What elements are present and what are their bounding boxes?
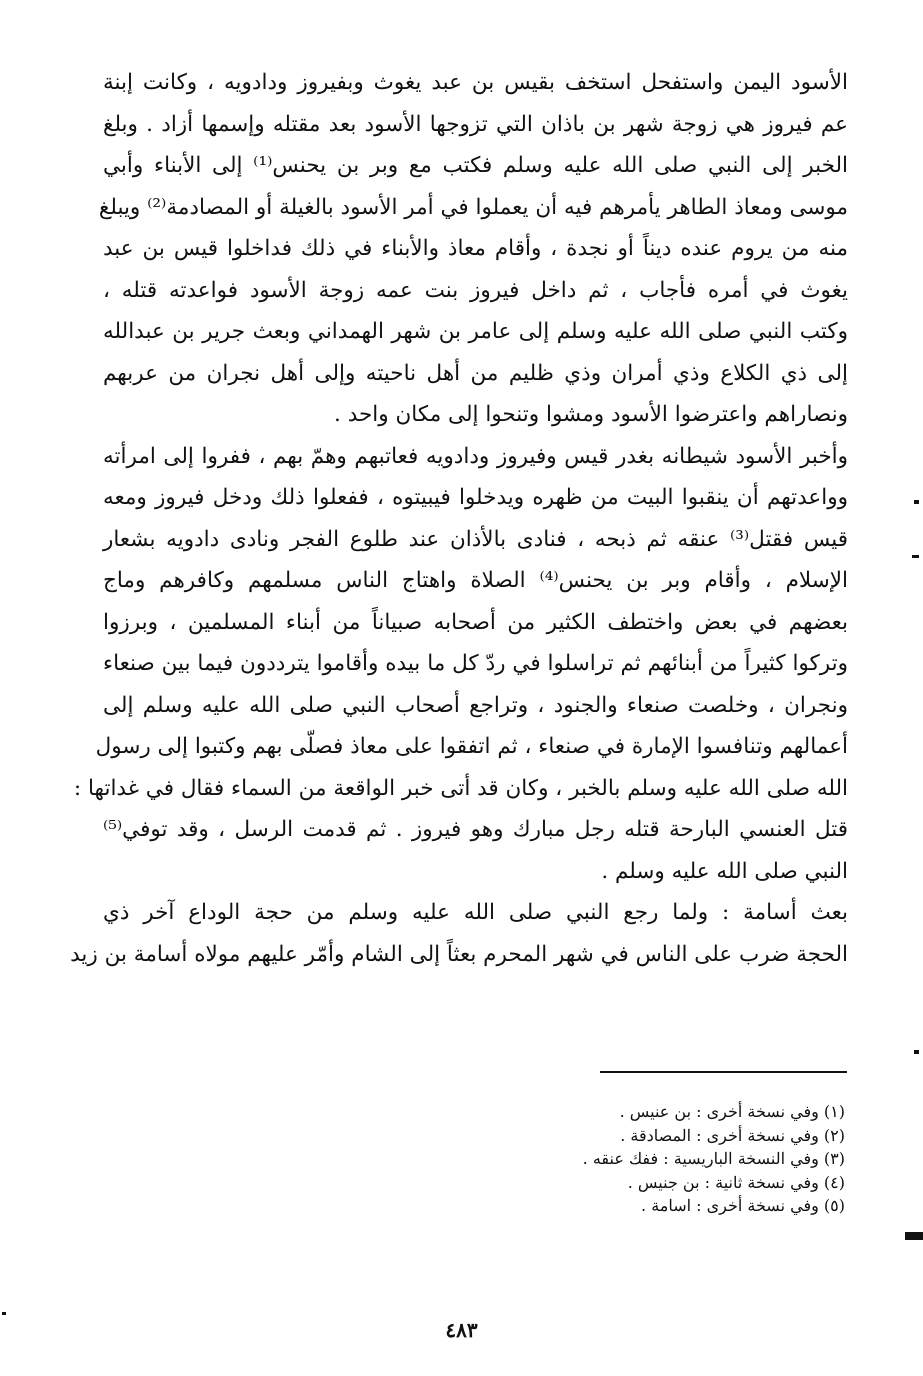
page-number: ٤٨٣: [445, 1318, 478, 1342]
footnote-item: (٣) وفي النسخة الباريسية : ففك عنقه .: [582, 1149, 845, 1168]
footnote-item: (٢) وفي نسخة أخرى : المصادقة .: [620, 1125, 845, 1145]
footnote-item: (٤) وفي نسخة ثانية : بن جنيس .: [627, 1172, 845, 1192]
text-line: النبي صلى الله عليه وسلم .: [601, 858, 848, 884]
text-line: وكتب النبي صلى الله عليه وسلم إلى عامر بن شهر الهمداني وبعث جرير بن عبدالله: [103, 319, 848, 344]
text-line: بعث أسامة : ولما رجع النبي صلى الله عليه وسلم من حجة الوداع آخر ذي: [103, 900, 848, 925]
text-line: الإسلام ، وأقام وبر بن يحنس⁽⁴⁾ الصلاة واهتاج الناس مسلمهم وكافرهم وماج: [103, 568, 848, 593]
text-line: الله صلى الله عليه وسلم بالخبر ، وكان قد أتى خبر الواقعة من السماء فقال في غداتها :: [73, 775, 848, 801]
text-line: بعضهم في بعض واختطف الكثير من أصحابه صبياناً من أبناء المسلمين ، وبرزوا: [103, 609, 848, 635]
text-line: عم فيروز هي زوجة شهر بن باذان التي تزوجها الأسود بعد مقتله وإسمها أزاد . وبلغ: [103, 111, 848, 137]
footnotes: [545, 1100, 845, 1218]
scan-edge-mark: [905, 1232, 923, 1240]
text-line: الأسود اليمن واستفحل استخف بقيس بن عبد يغوث وبفيروز ودادويه ، وكانت إبنة: [103, 70, 848, 95]
text-line: الحجة ضرب على الناس في شهر المحرم بعثاً إلى الشام وأمّر عليهم مولاه أسامة بن زيد: [70, 941, 848, 967]
text-line: موسى ومعاذ الطاهر يأمرهم فيه أن يعملوا في أمر الأسود بالغيلة أو المصادمة⁽²⁾ ويبلغ: [98, 194, 848, 220]
footnote-divider: [600, 1071, 847, 1073]
text-line: وتركوا كثيراً من أبنائهم ثم تراسلوا في ردّ كل ما بيده وأقاموا يترددون فيما بين صنعاء: [103, 651, 848, 676]
scan-edge-mark: [914, 1050, 919, 1054]
text-line: وواعدتهم أن ينقبوا البيت من ظهره ويدخلوا فيبيتوه ، ففعلوا ذلك ودخل فيروز ومعه: [103, 485, 848, 510]
scan-edge-mark: [912, 555, 919, 558]
text-line: يغوث في أمره فأجاب ، ثم داخل فيروز بنت عمه زوجة الأسود فواعدته قتله ،: [103, 277, 848, 303]
text-line: أعمالهم وتنافسوا الإمارة في صنعاء ، ثم اتفقوا على معاذ فصلّى بهم وكتبوا إلى رسول: [95, 734, 848, 759]
main-text: [70, 62, 849, 975]
text-line: ونصاراهم واعترضوا الأسود ومشوا وتنحوا إلى مكان واحد .: [334, 402, 848, 427]
text-line: وأخبر الأسود شيطانه بغدر قيس وفيروز ودادويه فعاتبهم وهمّ بهم ، ففروا إلى امرأته: [103, 443, 848, 469]
scan-edge-mark: [914, 500, 919, 504]
text-line: قتل العنسي البارحة قتله رجل مبارك وهو فيروز . ثم قدمت الرسل ، وقد توفي⁽⁵⁾: [103, 817, 848, 842]
text-line: قيس فقتل⁽³⁾ عنقه ثم ذبحه ، فنادى بالأذان عند طلوع الفجر ونادى دادويه بشعار: [103, 526, 848, 552]
footnote-item: (١) وفي نسخة أخرى : بن عنيس .: [619, 1102, 845, 1121]
text-line: منه من يروم عنده ديناً أو نجدة ، وأقام معاذ والأبناء في ذلك فداخلوا قيس بن عبد: [103, 236, 848, 261]
scan-edge-mark: [2, 1312, 6, 1315]
footnote-item: (٥) وفي نسخة أخرى : اسامة .: [641, 1196, 845, 1215]
text-line: الخبر إلى النبي صلى الله عليه وسلم فكتب مع وبر بن يحنس⁽¹⁾ إلى الأبناء وأبي: [103, 153, 849, 178]
text-line: ونجران ، وخلصت صنعاء والجنود ، وتراجع أصحاب النبي صلى الله عليه وسلم إلى: [103, 692, 848, 718]
text-line: إلى ذي الكلاع وذي أمران وذي ظليم من أهل ناحيته وإلى أهل نجران من عربهم: [103, 360, 848, 386]
